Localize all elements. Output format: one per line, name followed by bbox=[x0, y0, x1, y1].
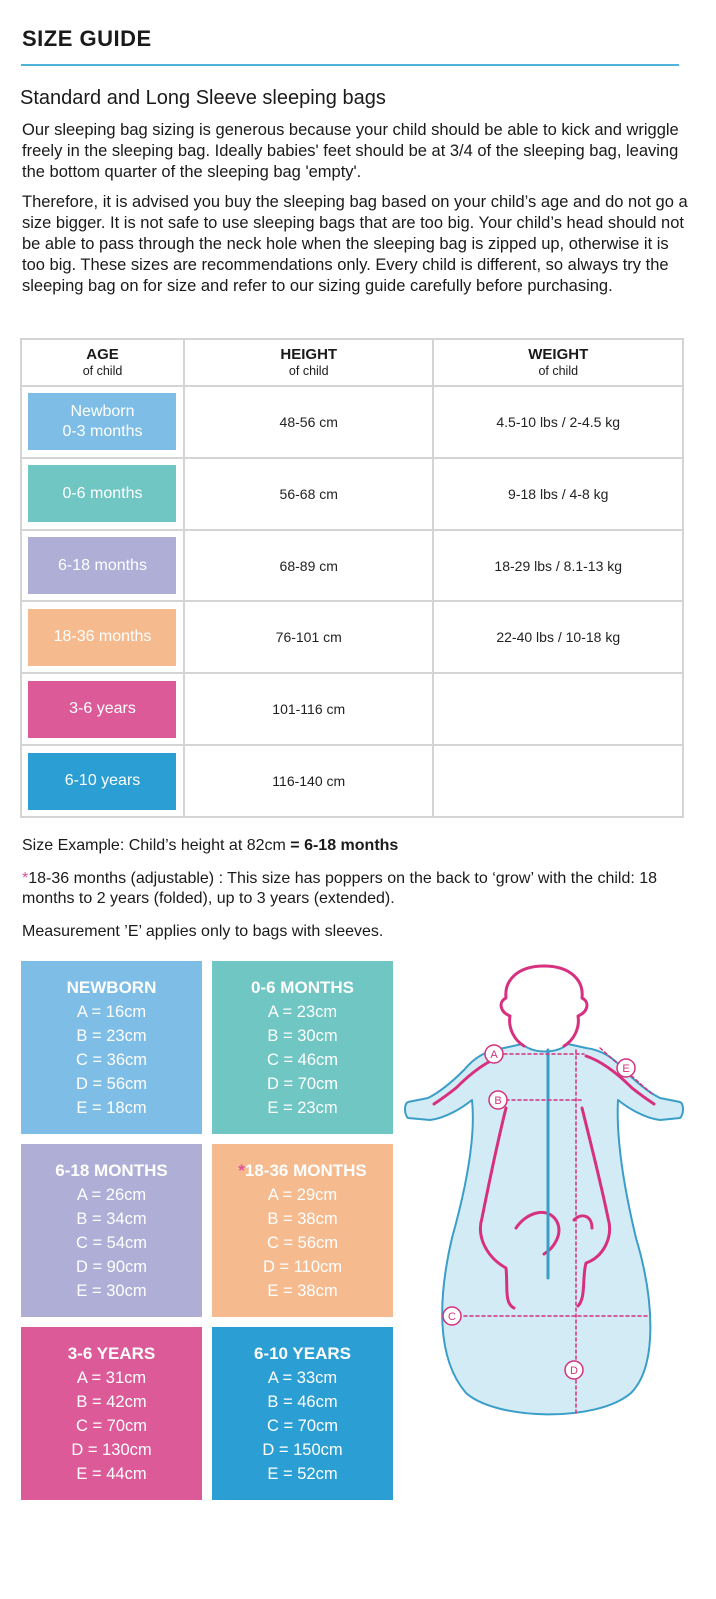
intro-paragraph: Our sleeping bag sizing is generous because your child should be able to kick and wriggle freely in the sleeping bag. Ideally babies' feet should be at 3/4 of the sleeping bag, leaving the bottom quarter of the sleeping bag 'empty'. bbox=[22, 121, 679, 181]
measure-b: B = 34cm bbox=[76, 1210, 147, 1228]
size-card bbox=[21, 1327, 202, 1500]
measure-e: E = 52cm bbox=[267, 1465, 338, 1483]
height-cell: 56-68 cm bbox=[184, 458, 434, 530]
measure-b: B = 42cm bbox=[76, 1393, 147, 1411]
table-row bbox=[21, 601, 683, 673]
label-c: C bbox=[448, 1311, 456, 1323]
weight-cell: 9-18 lbs / 4-8 kg bbox=[433, 458, 683, 530]
measure-e: E = 23cm bbox=[267, 1099, 338, 1117]
measure-d: D = 150cm bbox=[262, 1441, 343, 1459]
measure-a: A = 23cm bbox=[267, 1003, 338, 1021]
adjustable-label: 18-36 months (adjustable) : bbox=[28, 870, 224, 887]
measure-b: B = 23cm bbox=[76, 1027, 147, 1045]
size-card bbox=[21, 961, 202, 1134]
age-badge: Newborn 0-3 months bbox=[28, 393, 176, 450]
measure-a: A = 31cm bbox=[76, 1369, 147, 1387]
measure-d: D = 130cm bbox=[71, 1441, 152, 1459]
measure-d: D = 90cm bbox=[75, 1258, 148, 1276]
measure-b: B = 30cm bbox=[267, 1027, 338, 1045]
size-card bbox=[212, 1327, 393, 1500]
card-title: 3-6 YEARS bbox=[67, 1344, 156, 1363]
measure-d: D = 110cm bbox=[262, 1258, 343, 1276]
label-d: D bbox=[570, 1365, 578, 1377]
age-badge: 0-6 months bbox=[28, 465, 176, 522]
size-example-text: Child’s height at 82cm bbox=[124, 837, 291, 854]
measure-e: E = 38cm bbox=[267, 1282, 338, 1300]
advice-paragraph: Therefore, it is advised you buy the sleeping bag based on your child’s age and do not go a size bigger. It is not safe to use sleeping bags that are too big. Your child’s head should not be able to pass through the neck hole when the sleeping bag is zipped up, otherwise it is too big. These sizes are recommendations only. Every child is different, so always try the sleeping bag on for size and refer to our sizing guide carefully before purchasing. bbox=[22, 193, 688, 295]
weight-cell: 4.5-10 lbs / 2-4.5 kg bbox=[433, 386, 683, 458]
sleeping-bag-diagram bbox=[396, 958, 696, 1428]
age-badge: 6-18 months bbox=[28, 537, 176, 594]
table-row bbox=[21, 458, 683, 530]
measure-c: C = 36cm bbox=[75, 1051, 148, 1069]
measurement-note: Measurement ’E’ applies only to bags with sleeves. bbox=[22, 923, 384, 940]
card-title: *18-36 MONTHS bbox=[238, 1161, 367, 1180]
size-example-equals: = bbox=[290, 837, 300, 854]
height-cell: 101-116 cm bbox=[184, 673, 434, 745]
measure-a: A = 29cm bbox=[267, 1186, 338, 1204]
asterisk: * bbox=[22, 870, 29, 887]
measure-c: C = 54cm bbox=[75, 1234, 148, 1252]
age-badge: 3-6 years bbox=[28, 681, 176, 738]
table-row bbox=[21, 530, 683, 602]
measure-a: A = 26cm bbox=[76, 1186, 147, 1204]
weight-cell: 22-40 lbs / 10-18 kg bbox=[433, 601, 683, 673]
label-e: E bbox=[622, 1063, 630, 1075]
age-badge: 18-36 months bbox=[28, 609, 176, 666]
card-title: 6-10 YEARS bbox=[253, 1344, 351, 1363]
size-card bbox=[21, 1144, 202, 1317]
measure-e: E = 18cm bbox=[76, 1099, 147, 1117]
size-example-result: 6-18 months bbox=[299, 837, 399, 854]
height-cell: 48-56 cm bbox=[184, 386, 434, 458]
section-subtitle: Standard and Long Sleeve sleeping bags bbox=[20, 87, 386, 109]
measure-b: B = 46cm bbox=[267, 1393, 338, 1411]
measure-a: A = 16cm bbox=[76, 1003, 147, 1021]
table-row bbox=[21, 745, 683, 817]
weight-cell bbox=[433, 673, 683, 745]
header-weight: WEIGHT of child bbox=[433, 339, 683, 386]
measure-e: E = 30cm bbox=[76, 1282, 147, 1300]
measure-e: E = 44cm bbox=[76, 1465, 147, 1483]
height-cell: 76-101 cm bbox=[184, 601, 434, 673]
size-example bbox=[22, 836, 702, 856]
measure-c: C = 56cm bbox=[266, 1234, 339, 1252]
measure-c: C = 70cm bbox=[266, 1417, 339, 1435]
title-divider bbox=[21, 64, 679, 66]
age-badge: 6-10 years bbox=[28, 753, 176, 810]
measure-c: C = 70cm bbox=[75, 1417, 148, 1435]
size-card bbox=[212, 961, 393, 1134]
height-cell: 116-140 cm bbox=[184, 745, 434, 817]
header-age: AGE of child bbox=[21, 339, 184, 386]
measure-a: A = 33cm bbox=[267, 1369, 338, 1387]
weight-cell: 18-29 lbs / 8.1-13 kg bbox=[433, 530, 683, 602]
child-head bbox=[501, 966, 587, 1046]
weight-cell bbox=[433, 745, 683, 817]
size-card bbox=[212, 1144, 393, 1317]
header-height: HEIGHT of child bbox=[184, 339, 434, 386]
adjustable-text: This size has poppers on the back to ‘grow’ with the child: 18 months to 2 years (folded), up to 3 years (extended). bbox=[22, 870, 658, 907]
sleeping-bag-illustration bbox=[396, 958, 696, 1428]
size-example-label: Size Example: bbox=[22, 837, 125, 854]
card-title: 6-18 MONTHS bbox=[55, 1161, 168, 1180]
measure-d: D = 70cm bbox=[266, 1075, 339, 1093]
measure-d: D = 56cm bbox=[75, 1075, 148, 1093]
card-title: NEWBORN bbox=[66, 978, 157, 997]
label-a: A bbox=[490, 1049, 498, 1061]
measure-c: C = 46cm bbox=[266, 1051, 339, 1069]
page-title: SIZE GUIDE bbox=[22, 26, 152, 51]
measure-b: B = 38cm bbox=[267, 1210, 338, 1228]
card-title: 0-6 MONTHS bbox=[251, 978, 354, 997]
table-row bbox=[21, 386, 683, 458]
height-cell: 68-89 cm bbox=[184, 530, 434, 602]
table-row bbox=[21, 673, 683, 745]
size-table bbox=[20, 338, 684, 818]
size-table-header bbox=[21, 339, 683, 386]
label-b: B bbox=[494, 1095, 502, 1107]
adjustable-note bbox=[22, 869, 702, 909]
